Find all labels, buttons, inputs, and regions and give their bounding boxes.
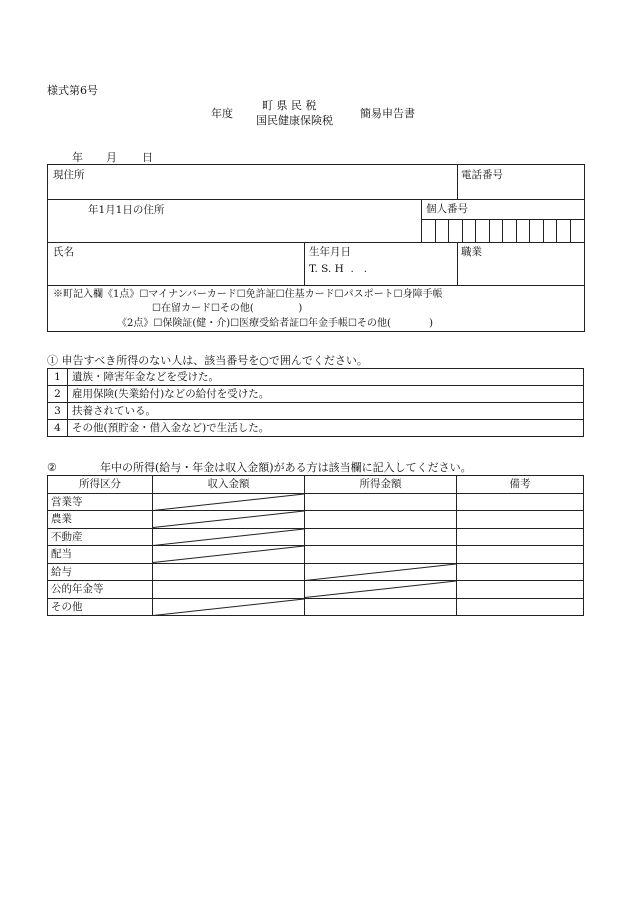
income-category: 営業等 xyxy=(48,493,153,511)
item-number: 1 xyxy=(48,369,68,386)
table-row xyxy=(48,581,584,599)
shotoku-amount-cell xyxy=(305,511,457,529)
column-header: 収入金額 xyxy=(153,476,305,494)
column-header: 所得金額 xyxy=(305,476,457,494)
income-amount-cell xyxy=(153,493,305,511)
birthdate-eras: T. S. H . . xyxy=(309,263,368,275)
table-row xyxy=(48,528,584,546)
slash-mark xyxy=(153,494,304,511)
remarks-cell xyxy=(457,581,584,599)
remarks-cell xyxy=(457,528,584,546)
income-amount-cell xyxy=(153,598,305,616)
item-text: 遺族・障害年金などを受けた。 xyxy=(68,369,584,386)
income-category: 配当 xyxy=(48,546,153,564)
shotoku-amount-cell xyxy=(305,563,457,581)
id-check-line2: ☐在留カード☐その他( ) xyxy=(152,303,303,314)
section1-heading: ① 申告すべき所得のない人は、該当番号を○で囲んでください。 xyxy=(47,354,368,367)
form-number: 様式第6号 xyxy=(47,84,98,97)
slash-mark xyxy=(153,546,304,563)
table-header-row xyxy=(48,476,584,494)
shotoku-amount-cell xyxy=(305,546,457,564)
section2-heading: 年中の所得(給与・年金は収入金額)がある方は該当欄に記入してください。 xyxy=(100,461,472,474)
slash-mark xyxy=(305,581,456,598)
income-category: 農業 xyxy=(48,511,153,529)
income-category: その他 xyxy=(48,598,153,616)
document-title: 簡易申告書 xyxy=(360,107,415,120)
income-category: 給与 xyxy=(48,563,153,581)
phone-label: 電話番号 xyxy=(461,169,503,181)
slash-mark xyxy=(305,564,456,581)
table-row xyxy=(48,563,584,581)
table-row xyxy=(48,511,584,529)
remarks-cell xyxy=(457,546,584,564)
date-month-label: 月 xyxy=(106,151,117,164)
my-number-label: 個人番号 xyxy=(426,203,468,215)
birthdate-label: 生年月日 xyxy=(309,246,351,258)
section2-number: ② xyxy=(47,461,57,474)
remarks-cell xyxy=(457,493,584,511)
income-table xyxy=(47,475,584,616)
date-day-label: 日 xyxy=(142,151,153,164)
item-number: 4 xyxy=(48,420,68,437)
table-row xyxy=(48,598,584,616)
current-address-label: 現住所 xyxy=(53,169,85,181)
table-row xyxy=(48,386,584,403)
shotoku-amount-cell xyxy=(305,581,457,599)
slash-mark xyxy=(153,599,304,616)
slash-mark xyxy=(153,529,304,546)
tax-name-line2: 国民健康保険税 xyxy=(256,114,333,127)
shotoku-amount-cell xyxy=(305,493,457,511)
income-amount-cell xyxy=(153,563,305,581)
income-category: 不動産 xyxy=(48,528,153,546)
occupation-label: 職業 xyxy=(461,246,482,258)
date-year-label: 年 xyxy=(72,151,83,164)
tax-name-line1: 町 県 民 税 xyxy=(262,99,317,112)
table-row xyxy=(48,546,584,564)
table-row xyxy=(48,493,584,511)
income-amount-cell xyxy=(153,581,305,599)
item-text: 雇用保険(失業給付)などの給付を受けた。 xyxy=(68,386,584,403)
table-row xyxy=(48,420,584,437)
id-check-line3: 《2点》☐保険証(健・介)☐医療受給者証☐年金手帳☐その他( ) xyxy=(117,318,433,329)
table-row xyxy=(48,369,584,386)
section1-table xyxy=(47,368,584,437)
table-row xyxy=(48,403,584,420)
shotoku-amount-cell xyxy=(305,598,457,616)
remarks-cell xyxy=(457,511,584,529)
remarks-cell xyxy=(457,598,584,616)
income-category: 公的年金等 xyxy=(48,581,153,599)
item-text: その他(預貯金・借入金など)で生活した。 xyxy=(68,420,584,437)
nendo-label: 年度 xyxy=(211,107,233,120)
name-label: 氏名 xyxy=(53,246,74,258)
income-amount-cell xyxy=(153,528,305,546)
item-number: 2 xyxy=(48,386,68,403)
personal-info-form xyxy=(47,164,585,332)
jan1-address-label: 年1月1日の住所 xyxy=(88,204,165,216)
income-amount-cell xyxy=(153,511,305,529)
column-header: 所得区分 xyxy=(48,476,153,494)
remarks-cell xyxy=(457,563,584,581)
id-check-line1: ※町記入欄《1点》☐マイナンバーカード☐免許証☐住基カード☐パスポート☐身障手帳 xyxy=(53,289,443,300)
item-number: 3 xyxy=(48,403,68,420)
shotoku-amount-cell xyxy=(305,528,457,546)
item-text: 扶養されている。 xyxy=(68,403,584,420)
slash-mark xyxy=(153,511,304,528)
income-amount-cell xyxy=(153,546,305,564)
column-header: 備考 xyxy=(457,476,584,494)
